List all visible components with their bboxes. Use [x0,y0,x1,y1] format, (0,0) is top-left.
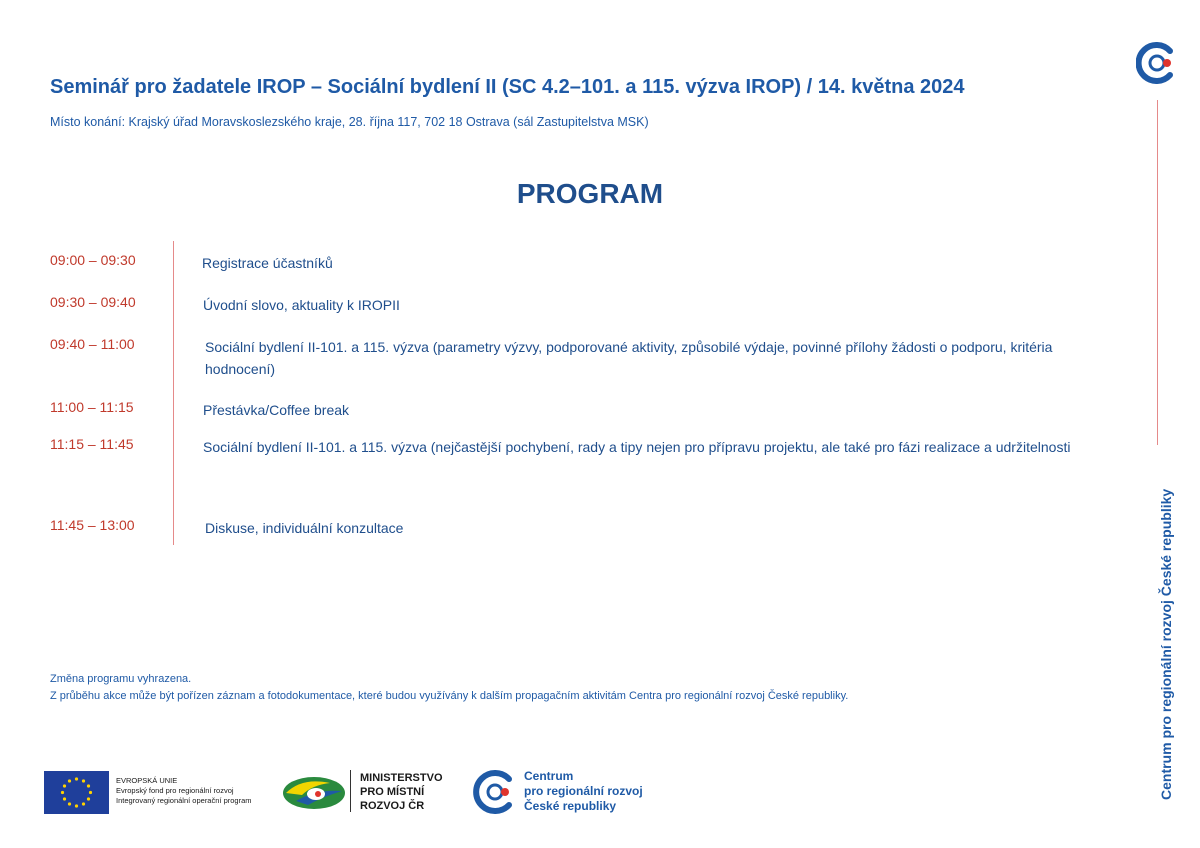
program-desc: Přestávka/Coffee break [203,402,350,418]
program-desc: Úvodní slovo, aktuality k IROPII [203,297,400,313]
program-desc: Sociální bydlení II-101. a 115. výzva (parametry výzvy, podporované aktivity, způsobilé výdaje, povinné přílohy žádosti o podporu, kritéria hodnocení) [205,339,1053,377]
eu-line: Integrovaný regionální operační program [116,796,252,805]
eu-line: Evropský fond pro regionální rozvoj [116,786,234,795]
program-desc: Sociální bydlení II-101. a 115. výzva (nejčastější pochybení, rady a tipy nejen pro přípravu projektu, ale také pro fázi realizace a udržitelnosti [203,439,1071,455]
program-desc: Diskuse, individuální konzultace [205,520,404,536]
program-time: 11:00 – 11:15 [50,399,134,415]
note-recording: Z průběhu akce může být pořízen záznam a fotodokumentace, které budou využívány k dalším propagačním aktivitám Centra pro regionální rozvoj České republiky. [50,690,849,702]
crr-line: Centrum [524,769,574,783]
crr-corner-logo [1136,42,1178,84]
program-heading: PROGRAM [516,178,664,209]
program-time: 11:45 – 13:00 [50,517,135,533]
mmr-line: ROZVOJ ČR [360,800,425,812]
mmr-logo-text [360,771,443,813]
eu-flag-icon [44,771,109,814]
mmr-logo-icon [282,775,346,811]
crr-logo-icon [473,770,517,814]
mmr-line: PRO MÍSTNÍ [360,786,425,798]
program-time: 09:00 – 09:30 [50,252,136,268]
sidebar-vertical-text: Centrum pro regionální rozvoj České republiky [1158,488,1174,800]
program-time: 09:30 – 09:40 [50,294,136,310]
eu-line: EVROPSKÁ UNIE [116,776,178,785]
mmr-line: MINISTERSTVO [360,772,443,784]
program-divider [173,241,174,545]
crr-logo-text [524,769,643,814]
crr-line: České republiky [524,799,617,813]
note-change: Změna programu vyhrazena. [50,673,192,685]
sidebar-divider [1157,100,1158,445]
crr-line: pro regionální rozvoj [524,784,643,798]
program-time: 11:15 – 11:45 [50,436,134,452]
footnotes [50,671,848,705]
program-desc: Registrace účastníků [202,255,333,271]
mmr-divider [350,770,351,812]
eu-logo-text [116,776,252,806]
program-time: 09:40 – 11:00 [50,336,135,352]
venue-line: Místo konání: Krajský úřad Moravskoslezského kraje, 28. října 117, 702 18 Ostrava (sál Zastupitelstva MSK) [50,115,649,129]
page-title: Seminář pro žadatele IROP – Sociální bydlení II (SC 4.2–101. a 115. výzva IROP) / 14. května 2024 [50,76,965,98]
